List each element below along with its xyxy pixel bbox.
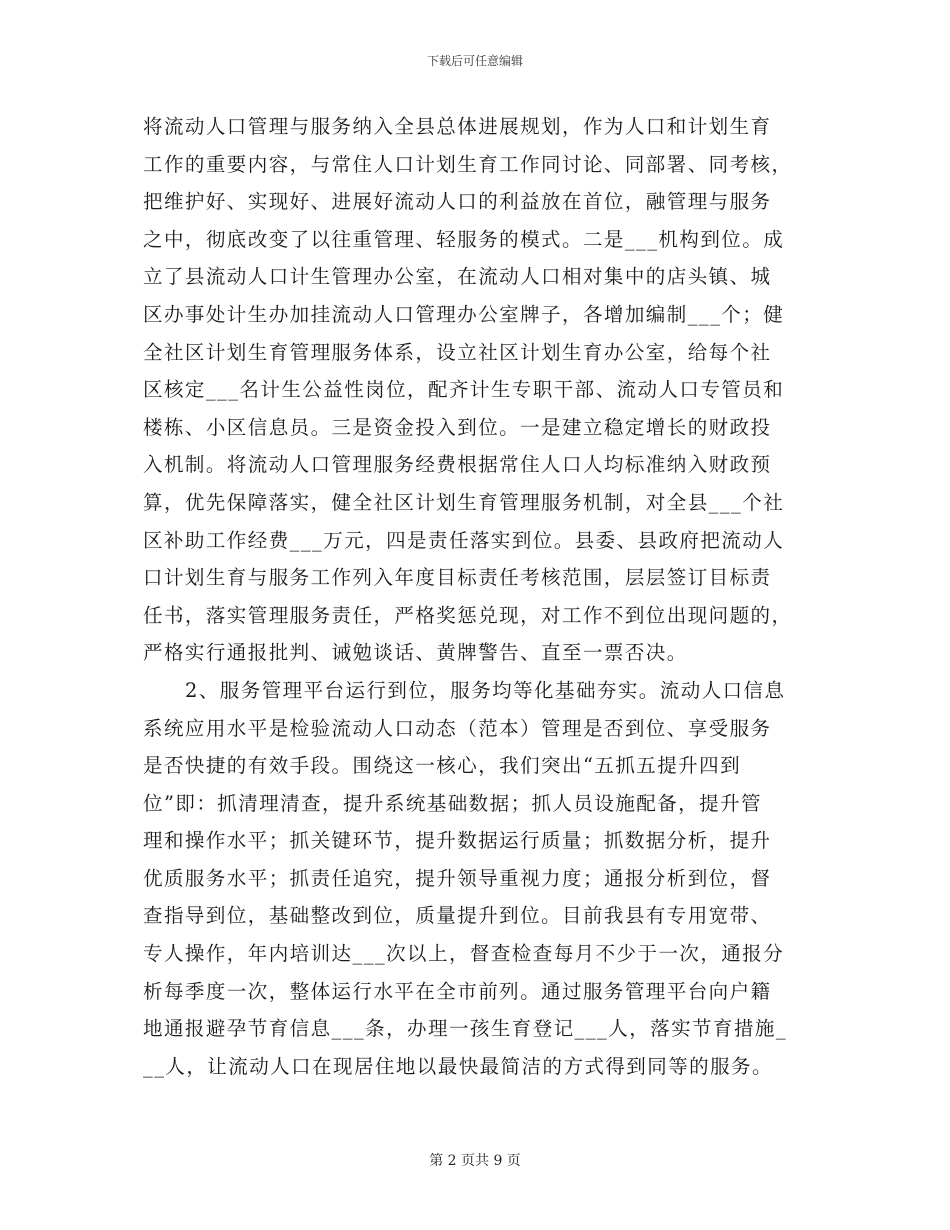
paragraph-start-line: 2、服务管理平台运行到位，服务均等化基础夯实。流动人口信息 (185, 678, 786, 702)
text-line: 查指导到位，基础整改到位，质量提升到位。目前我县有专用宽带、 (143, 904, 772, 928)
page-header: 下载后可任意编辑 (426, 54, 523, 68)
text-line: 楼栋、小区信息员。三是资金投入到位。一是建立稳定增长的财政投 (143, 415, 772, 439)
text-line: 全社区计划生育管理服务体系，设立社区计划生育办公室，给每个社 (143, 340, 772, 364)
text-line: 是否快捷的有效手段。围绕这一核心，我们突出“五抓五提升四到 (143, 754, 742, 778)
text-line: 算，优先保障落实，健全社区计划生育管理服务机制，对全县___个社 (143, 490, 785, 514)
text-line: 严格实行通报批判、诫勉谈话、黄牌警告、直至一票否决。 (143, 641, 688, 665)
text-line: __人，让流动人口在现居住地以最快最简洁的方式得到同等的服务。 (143, 1054, 773, 1078)
text-line: 区办事处计生办加挂流动人口管理办公室牌子，各增加编制___个；健 (143, 302, 785, 326)
text-line: 理和操作水平；抓关键环节，提升数据运行质量；抓数据分析，提升 (143, 829, 772, 853)
text-line: 之中，彻底改变了以往重管理、轻服务的模式。二是___机构到位。成 (143, 227, 785, 251)
text-line: 工作的重要内容，与常住人口计划生育工作同讨论、同部署、同考核， (143, 152, 793, 176)
text-line: 入机制。将流动人口管理服务经费根据常住人口人均标准纳入财政预 (143, 453, 772, 477)
text-line: 位”即：抓清理清查，提升系统基础数据；抓人员设施配备，提升管 (143, 791, 762, 815)
text-line: 把维护好、实现好、进展好流动人口的利益放在首位，融管理与服务 (143, 190, 772, 214)
text-line: 立了县流动人口计生管理办公室，在流动人口相对集中的店头镇、城 (143, 265, 772, 289)
document-body (143, 108, 811, 1085)
text-line: 地通报避孕节育信息___条，办理一孩生育登记___人，落实节育措施_ (143, 1017, 788, 1041)
text-line: 任书，落实管理服务责任，严格奖惩兑现，对工作不到位出现问题的， (143, 603, 793, 627)
text-line: 析每季度一次，整体运行水平在全市前列。通过服务管理平台向户籍 (143, 979, 772, 1003)
text-line: 口计划生育与服务工作列入年度目标责任考核范围，层层签订目标责 (143, 566, 772, 590)
page-footer: 第 2 页共 9 页 (429, 1153, 521, 1169)
text-line: 将流动人口管理与服务纳入全县总体进展规划，作为人口和计划生育 (143, 115, 772, 138)
text-line: 区补助工作经费___万元，四是责任落实到位。县委、县政府把流动人 (143, 528, 785, 552)
text-line: 区核定___名计生公益性岗位，配齐计生专职干部、流动人口专管员和 (143, 378, 785, 402)
text-line: 优质服务水平；抓责任追究，提升领导重视力度；通报分析到位，督 (143, 866, 772, 890)
text-line: 系统应用水平是检验流动人口动态（范本）管理是否到位、享受服务 (143, 716, 772, 740)
text-line: 专人操作，年内培训达___次以上，督查检查每月不少于一次，通报分 (143, 942, 785, 966)
